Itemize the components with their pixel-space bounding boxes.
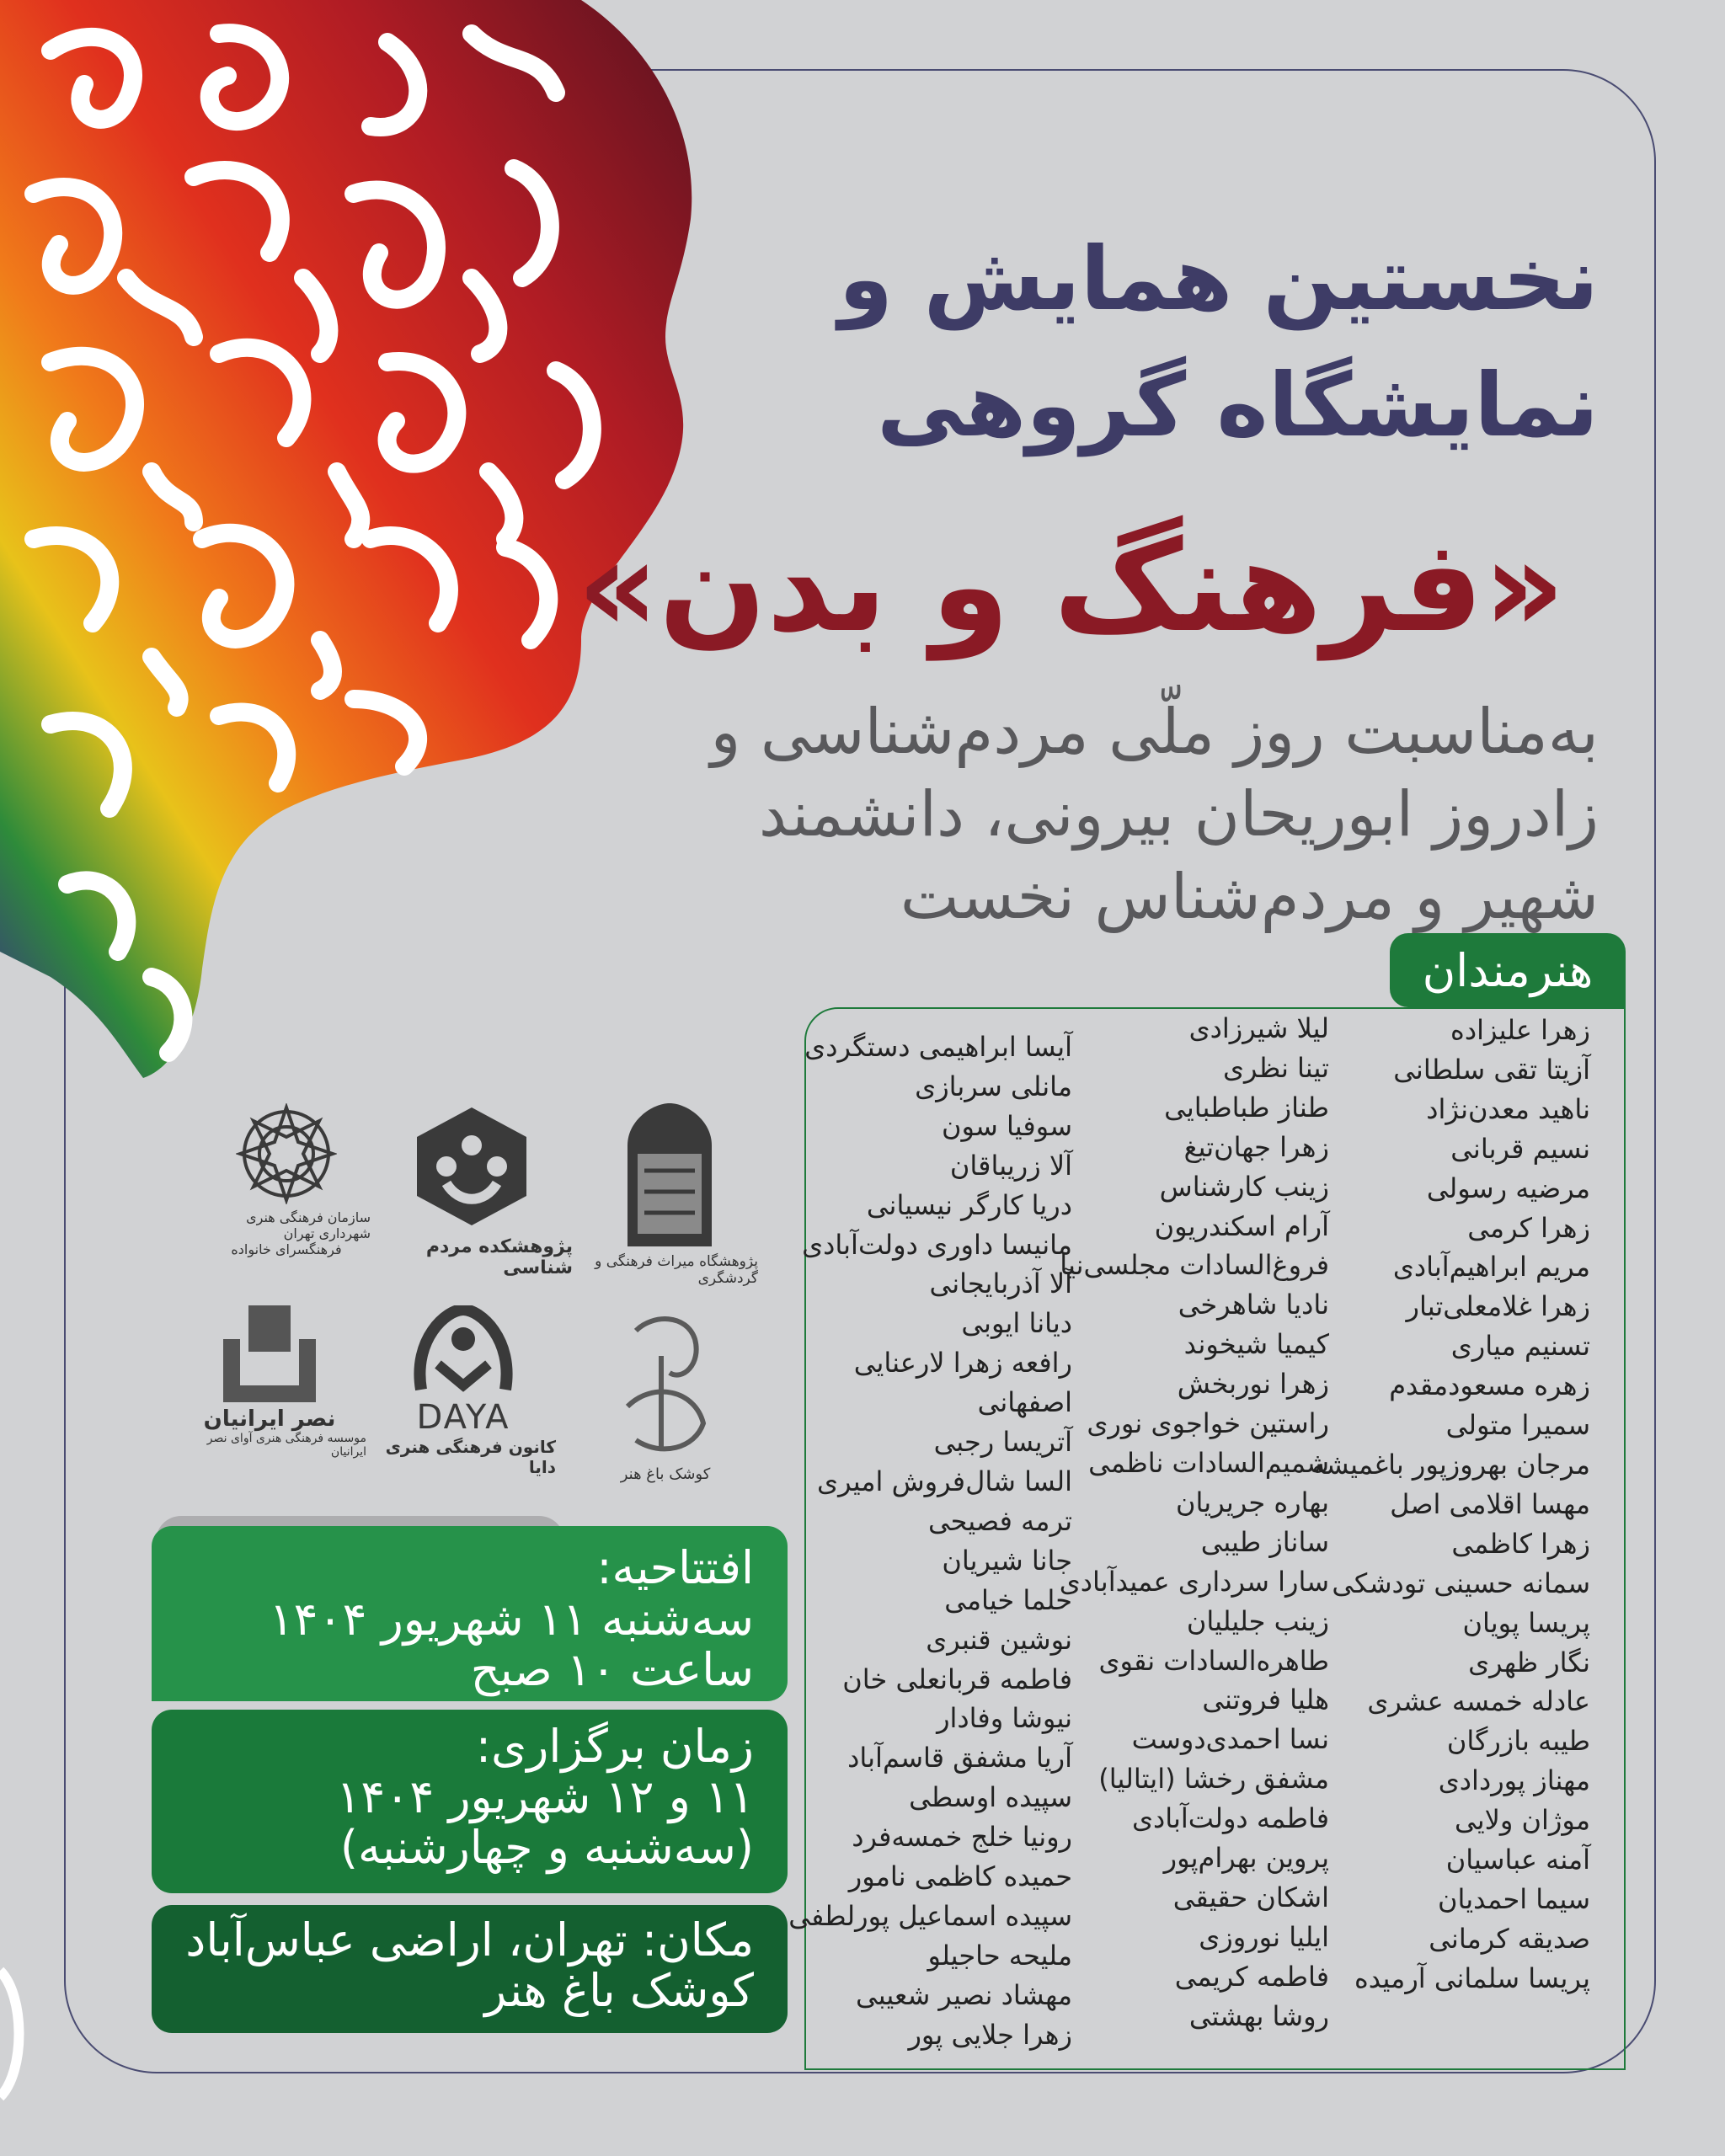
artist-name: ایلیا نوروزی xyxy=(1199,1920,1329,1953)
artist-name: اشکان حقیقی xyxy=(1172,1881,1329,1913)
artist-name: ساناز طیبی xyxy=(1200,1525,1329,1558)
artist-name: پریسا سلمانی آرمیده xyxy=(1354,1961,1590,1994)
artist-name: سمانه حسینی تودشکی xyxy=(1332,1566,1590,1599)
miras-emblem-icon xyxy=(619,1103,720,1246)
opening-date: سه‌شنبه ۱۱ شهریور ۱۴۰۴ xyxy=(269,1593,754,1646)
artist-name: آتریسا رجبی xyxy=(933,1426,1072,1459)
artist-name: اصفهانی xyxy=(977,1386,1072,1419)
main-title: «فرهنگ و بدن» xyxy=(577,514,1565,660)
artist-name: آمنه عباسیان xyxy=(1445,1844,1590,1876)
artist-name: ملیحه حاجیلو xyxy=(927,1939,1072,1972)
artist-name: شمیم‌السادات ناظمی xyxy=(1088,1446,1329,1479)
opening-block xyxy=(152,1526,788,1701)
decor-arc xyxy=(0,1962,34,2105)
artist-name: طیبه بازرگان xyxy=(1446,1725,1590,1758)
schedule-days: (سه‌شنبه و چهارشنبه) xyxy=(339,1821,754,1874)
artist-name: مرجان بهروزپور باغمیشه xyxy=(1311,1448,1590,1481)
artist-name: مشفق رخشا (ایتالیا) xyxy=(1098,1763,1329,1796)
artist-name: زهرا جلایی پور xyxy=(908,2018,1072,2051)
subtitle-line-3: شهیر و مردم‌شناس نخست xyxy=(900,861,1599,933)
artist-name: سپیده اسماعیل پورلطفی xyxy=(788,1899,1072,1932)
artist-name: آلا زریباقان xyxy=(949,1149,1072,1182)
artist-name: پریسا پویان xyxy=(1462,1606,1590,1639)
artist-name: طاهره‌السادات نقوی xyxy=(1098,1644,1329,1677)
location-block xyxy=(152,1905,788,2033)
artist-name: سیما احمدیان xyxy=(1437,1882,1590,1915)
artist-name: مرضیه رسولی xyxy=(1426,1171,1590,1204)
location-line-1: مکان: تهران، اراضی عباس‌آباد xyxy=(185,1913,754,1967)
artist-name: بهاره جریریان xyxy=(1176,1486,1329,1518)
bagh-honar-calligraphy-icon xyxy=(602,1305,729,1465)
artist-name: زهرا علیزاده xyxy=(1450,1014,1590,1046)
subtitle-line-2: زادروز ابوریحان بیرونی، دانشمند xyxy=(758,778,1599,851)
schedule-label: زمان برگزاری: xyxy=(475,1720,754,1773)
artists-column-2 xyxy=(1060,1009,1329,2036)
artist-name: صدیقه کرمانی xyxy=(1429,1922,1590,1955)
artist-name: سارا سرداری عمیدآبادی xyxy=(1059,1565,1329,1598)
artist-name: نوشین قنبری xyxy=(926,1623,1072,1656)
artist-name: راستین خواجوی نوری xyxy=(1087,1407,1329,1440)
artist-name: زهرا جهان‌تیغ xyxy=(1183,1130,1329,1163)
artist-name: زهرا نوربخش xyxy=(1177,1368,1329,1401)
artist-name: جانا شیریان xyxy=(942,1544,1072,1577)
artists-label: هنرمندان xyxy=(1390,933,1626,1007)
artist-name: مهسا اقلامی اصل xyxy=(1390,1487,1590,1520)
artist-name: موژان ولایی xyxy=(1455,1804,1590,1837)
subtitle-line-1: به‌مناسبت روز ملّی مردم‌شناسی و xyxy=(710,696,1599,768)
artist-name: زهرا کرمی xyxy=(1467,1211,1590,1244)
opening-time: ساعت ۱۰ صبح xyxy=(470,1643,754,1696)
nasr-emblem-icon xyxy=(211,1305,328,1406)
title-line-1: نخستین همایش و xyxy=(838,227,1599,330)
title-line-2: نمایشگاه گروهی xyxy=(877,354,1599,456)
artist-name: دریا کارگر نیسیانی xyxy=(866,1188,1072,1221)
artist-name: زینب کارشناس xyxy=(1159,1170,1329,1203)
artist-name: فاطمه قربانعلی خان xyxy=(842,1662,1072,1695)
farhangsara-star-icon xyxy=(236,1103,337,1204)
artist-name: تینا نظری xyxy=(1223,1051,1329,1084)
artist-name: هلیا فروتنی xyxy=(1202,1684,1329,1716)
artist-name: تسنیم میاری xyxy=(1450,1330,1590,1363)
schedule-block xyxy=(152,1710,788,1893)
artist-name: فاطمه کریمی xyxy=(1174,1960,1329,1993)
artist-name: آریا مشفق قاسم‌آباد xyxy=(847,1742,1072,1774)
logo-miras: پژوهشگاه میراث فرهنگی و گردشگری xyxy=(581,1103,758,1287)
artist-name: فاطمه دولت‌آبادی xyxy=(1131,1802,1329,1835)
logo-daya: DAYA کانون فرهنگی هنری دایا xyxy=(371,1305,556,1477)
artist-name: پروین بهرام‌پور xyxy=(1163,1842,1329,1875)
artist-name: حمیده کاظمی نامور xyxy=(848,1860,1072,1893)
location-line-2: کوشک باغ هنر xyxy=(484,1964,754,2017)
artist-name: زهرا غلامعلی‌تبار xyxy=(1406,1290,1590,1323)
artist-name: مانیسا داوری دولت‌آبادی xyxy=(802,1228,1072,1261)
artist-name: آیسا ابراهیمی دستگردی xyxy=(804,1031,1072,1063)
artist-name: نسا احمدی‌دوست xyxy=(1131,1723,1329,1756)
artist-name: مهناز پوردادی xyxy=(1438,1764,1590,1797)
artist-name: سپیده اوسطی xyxy=(909,1781,1072,1814)
artist-name: روشا بهشتی xyxy=(1188,1999,1329,2032)
logo-bagh-honar: کوشک باغ هنر xyxy=(581,1305,750,1483)
artist-name: عادله خمسه عشری xyxy=(1367,1685,1590,1718)
artist-name: نسیم قربانی xyxy=(1450,1132,1590,1165)
artist-name: سمیرا متولی xyxy=(1445,1409,1590,1442)
schedule-dates: ۱۱ و ۱۲ شهریور ۱۴۰۴ xyxy=(336,1770,754,1823)
logo-farhangsara: سازمان فرهنگی هنری شهرداری تهران فرهنگسرای خانواده xyxy=(202,1103,371,1257)
artist-name: مهشاد نصیر شعیبی xyxy=(856,1978,1072,2011)
artist-name: طناز طباطبایی xyxy=(1164,1091,1329,1123)
artist-name: زهرا کاظمی xyxy=(1451,1527,1590,1560)
artist-name: دیانا ایوبی xyxy=(961,1307,1072,1340)
artist-name: آزیتا تقی سلطانی xyxy=(1393,1053,1590,1086)
artist-name: لیلا شیرزادی xyxy=(1188,1012,1329,1044)
artist-name: نگار ظهری xyxy=(1468,1646,1590,1678)
artist-name: السا شال‌فروش امیری xyxy=(817,1465,1072,1497)
artist-name: حلما خیامی xyxy=(944,1583,1072,1616)
artist-name: فروغ‌السادات مجلسی‌نیا xyxy=(1060,1249,1329,1282)
opening-label: افتتاحیه: xyxy=(596,1541,754,1594)
artist-name: آلا آذربایجانی xyxy=(929,1267,1072,1300)
artist-name: کیمیا شیخوند xyxy=(1183,1328,1329,1361)
artist-name: ترمه فصیحی xyxy=(927,1504,1072,1537)
artist-name: مریم ابراهیم‌آبادی xyxy=(1392,1251,1590,1283)
artist-name: مانلی سربازی xyxy=(915,1070,1072,1102)
artist-name: سوفیا سون xyxy=(941,1109,1072,1142)
artist-name: رافعه زهرا لارعنایی xyxy=(853,1347,1072,1380)
mardom-emblem-icon xyxy=(409,1103,535,1230)
artist-name: زینب جلیلیان xyxy=(1186,1604,1329,1637)
artist-name: رونیا خلج خمسه‌فرد xyxy=(852,1821,1072,1854)
daya-emblem-icon xyxy=(404,1305,522,1398)
artist-name: ناهید معدن‌نژاد xyxy=(1426,1092,1590,1125)
logo-mardom: پژوهشکده مردم شناسی xyxy=(371,1103,573,1278)
artist-name: نادیا شاهرخی xyxy=(1178,1289,1329,1321)
artists-column-1 xyxy=(1311,1011,1590,1999)
artist-name: زهره مسعودمقدم xyxy=(1389,1369,1590,1402)
artist-name: آرام اسکندریون xyxy=(1154,1209,1329,1242)
artist-name: نیوشا وفادار xyxy=(937,1702,1072,1735)
artists-column-3 xyxy=(788,1027,1072,2055)
logo-nasr: نصر ایرانیان موسسه فرهنگی هنری آوای نصر ایرانیان xyxy=(173,1305,366,1459)
